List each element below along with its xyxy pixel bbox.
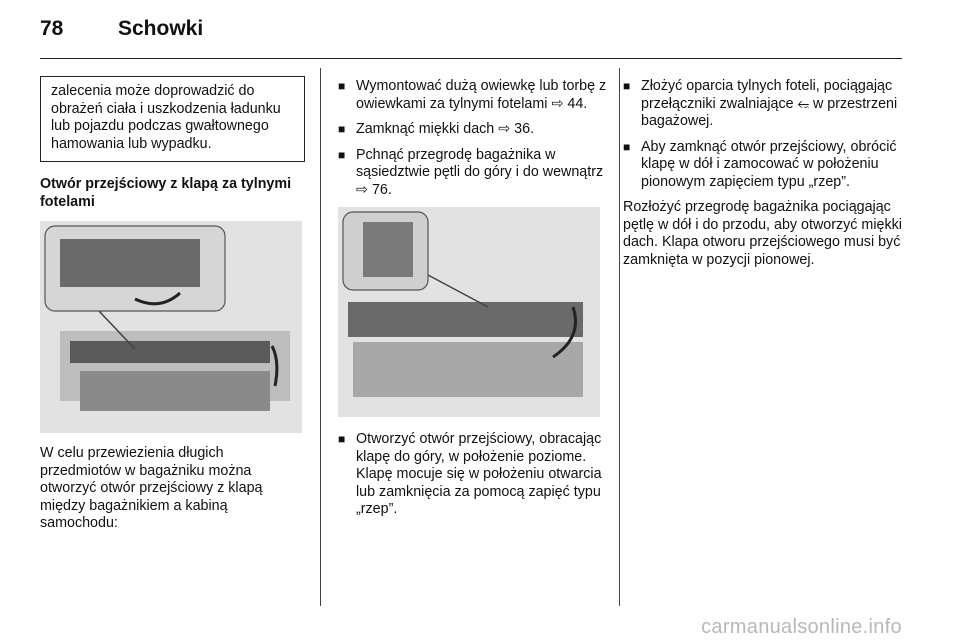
trunk-passthrough-figure-1 (40, 221, 302, 433)
list-item-text: Złożyć oparcia tylnych foteli, pociągając przełączniki zwalniające ⭋ w przestrzeni bagażowej. (641, 78, 898, 129)
list-item (338, 78, 608, 113)
column-2 (338, 78, 608, 527)
list-item-text: Pchnąć przegrodę bagażnika w sąsiedztwie pętli do góry i do wewnątrz ⇨ 76. (356, 146, 604, 198)
instruction-list-1 (338, 78, 608, 199)
list-item (338, 147, 608, 200)
bullet-marker: ■ (338, 147, 346, 162)
list-item (338, 431, 608, 519)
trunk-passthrough-figure-2 (338, 207, 600, 417)
column-1 (40, 76, 305, 533)
column-divider-2 (619, 68, 620, 606)
instruction-list-2 (338, 431, 608, 519)
section-title: Schowki (118, 17, 204, 40)
header-divider (40, 58, 902, 59)
page-header (40, 17, 203, 41)
closing-paragraph: Rozłożyć przegrodę bagażnika pociągając pętlę w dół i do przodu, aby otworzyć miękki dach. Klapa otworu przejściowego musi być zamknięta w pozycji pionowej. (623, 199, 902, 268)
list-item (623, 78, 913, 131)
warning-text: zalecenia może doprowadzić do obrażeń ciała i uszkodzenia ładunku lub pojazdu podczas gwałtownego hamowania lub wypadku. (51, 83, 281, 152)
column-divider-1 (320, 68, 321, 606)
list-item (338, 121, 608, 139)
bullet-marker: ■ (338, 432, 346, 446)
bullet-marker: ■ (338, 79, 346, 93)
list-item-text: Otworzyć otwór przejściowy, obracając klapę do góry, w położenie poziome. Klapę mocuje się w położeniu otwarcia lub zamknięcia za pomocą zapięć typu „rzep”. (356, 431, 602, 517)
bullet-marker: ■ (338, 122, 346, 136)
list-item-text: Wymontować dużą owiewkę lub torbę z owiewkami za tylnymi fotelami ⇨ 44. (356, 78, 607, 112)
list-item-text: Aby zamknąć otwór przejściowy, obrócić klapę w dół i zamocować w położeniu pionowym zapięciem typu „rzep”. (641, 138, 897, 190)
bullet-marker: ■ (623, 79, 631, 93)
intro-paragraph: W celu przewiezienia długich przedmiotów w bagażniku można otworzyć otwór przejściowy z klapą między bagażnikiem a kabiną samochodu: (40, 445, 263, 531)
warning-box (40, 76, 305, 162)
page-number: 78 (40, 17, 64, 40)
watermark: carmanualsonline.info (701, 616, 902, 638)
section-subheading: Otwór przejściowy z klapą za tylnymi fotelami (40, 176, 292, 210)
bullet-marker: ■ (623, 139, 631, 154)
list-item (623, 139, 913, 192)
instruction-list-3 (623, 78, 913, 191)
list-item-text: Zamknąć miękki dach ⇨ 36. (356, 121, 535, 137)
column-3 (623, 78, 913, 269)
